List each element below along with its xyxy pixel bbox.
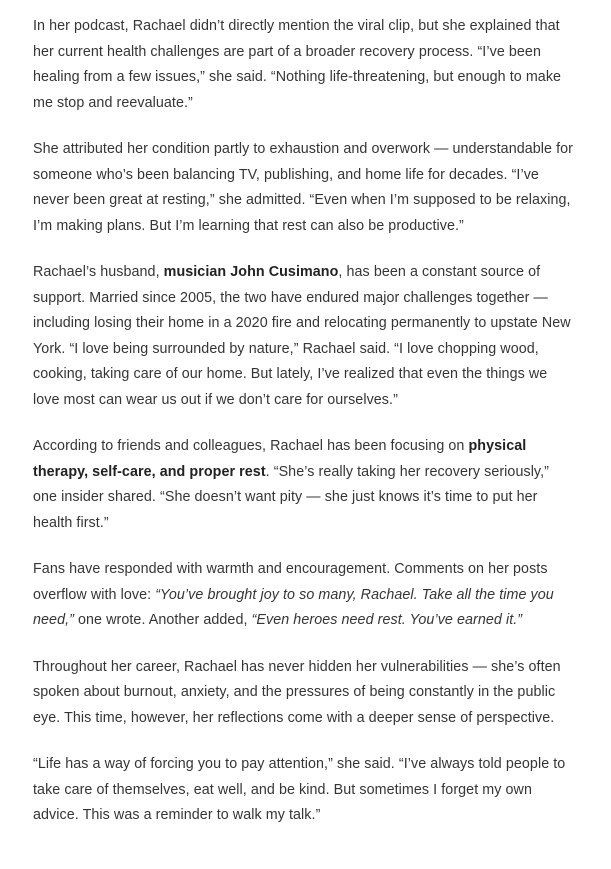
- text-run: According to friends and colleagues, Rachael has been focusing on: [33, 438, 469, 454]
- article-paragraph: [33, 557, 573, 634]
- text-run: Rachael’s husband,: [33, 264, 164, 280]
- text-run: one wrote. Another added,: [73, 612, 252, 628]
- quoted-text: “Even heroes need rest. You’ve earned it.”: [251, 612, 523, 628]
- emphasized-text: physical therapy, self-care, and proper rest: [33, 438, 527, 480]
- emphasized-text: musician John Cusimano: [163, 264, 339, 280]
- article-paragraph: [33, 434, 573, 536]
- text-run: Fans have responded with warmth and encouragement. Comments on her posts overflow with love:: [33, 561, 548, 603]
- article-paragraph: [33, 137, 573, 239]
- text-run: , has been a constant source of support. Married since 2005, the two have endured major challenges together — including losing their home in a 2020 fire and relocating permanently to upstate New York. “I love being surrounded by nature,” Rachael said. “I love chopping wood, cooking, taking care of our home. But lately, I’ve realized that even the things we love most can wear us out if we don’t care for ourselves.”: [33, 264, 571, 408]
- text-run: She attributed her condition partly to exhaustion and overwork — understandable for someone who’s been balancing TV, publishing, and home life for decades. “I’ve never been great at resting,” she admitted. “Even when I’m supposed to be relaxing, I’m making plans. But I’m learning that rest can also be productive.”: [33, 141, 574, 234]
- article-paragraph: [33, 655, 573, 732]
- text-run: . “She’s really taking her recovery seriously,” one insider shared. “She doesn’t want pity — she just knows it’s time to put her health first.”: [33, 463, 549, 531]
- quoted-text: “You’ve brought joy to so many, Rachael. Take all the time you need,”: [33, 586, 554, 628]
- article-paragraph: [33, 14, 573, 116]
- article-paragraph: [33, 260, 573, 413]
- text-run: In her podcast, Rachael didn’t directly mention the viral clip, but she explained that her current health challenges are part of a broader recovery process. “I’ve been healing from a few issues,” she said. “Nothing life-threatening, but enough to make me stop and reevaluate.”: [33, 18, 562, 111]
- article-paragraph: [33, 752, 573, 829]
- text-run: “Life has a way of forcing you to pay attention,” she said. “I’ve always told people to take care of themselves, eat well, and be kind. But sometimes I forget my own advice. This was a reminder to walk my talk.”: [33, 756, 566, 823]
- text-run: Throughout her career, Rachael has never hidden her vulnerabilities — she’s often spoken about burnout, anxiety, and the pressures of being constantly in the public eye. This time, however, her reflections come with a deeper sense of perspective.: [33, 658, 561, 726]
